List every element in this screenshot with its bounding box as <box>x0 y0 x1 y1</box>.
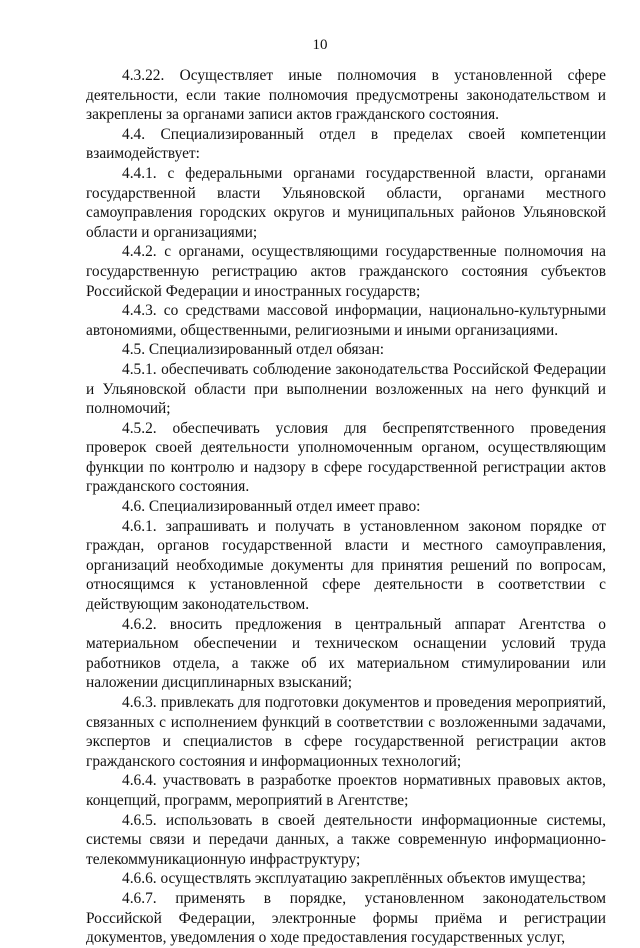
paragraph-4-6-1: 4.6.1. запрашивать и получать в установленном законом порядке от граждан, органов государственной власти и местного самоуправления, организаций необходимые документы для принятия решений по вопросам, относящимся к установленной сфере деятельности в соответствии с действующим законодательством. <box>86 517 606 614</box>
paragraph-4-6: 4.6. Специализированный отдел имеет право: <box>122 498 421 516</box>
paragraph-4-6-4: 4.6.4. участвовать в разработке проектов нормативных правовых актов, концепций, программ, мероприятий в Агентстве; <box>86 772 606 809</box>
paragraph-4-6-7: 4.6.7. применять в порядке, установленном законодательством Российской Федерации, электронные формы приёма и регистрации документов, уведомления о ходе предоставления государственных услуг, <box>86 889 606 947</box>
paragraph-4-5-1: 4.5.1. обеспечивать соблюдение законодательства Российской Федерации и Ульяновской области при выполнении возложенных на него функций и полномочий; <box>86 360 606 418</box>
page-number: 10 <box>312 37 328 53</box>
paragraph-4-4: 4.4. Специализированный отдел в пределах своей компетенции взаимодействует: <box>86 125 606 163</box>
paragraph-4-6-2: 4.6.2. вносить предложения в центральный аппарат Агентства о материальном обеспечении и техническом оснащении условий труда работников отдела, а также об их материальном стимулировании или наложении дисциплинарных взысканий; <box>86 615 606 692</box>
paragraph-4-4-2: 4.4.2. с органами, осуществляющими государственные полномочия на государственную регистрацию актов гражданского состояния субъектов Российской Федерации и иностранных государств; <box>86 243 606 300</box>
paragraph-4-5-2: 4.5.2. обеспечивать условия для беспрепятственного проведения проверок своей деятельности уполномоченным органом, осуществляющим функции по контролю и надзору в сфере государственной регистрации актов гражданского состояния. <box>86 419 606 496</box>
paragraph-4-4-3: 4.4.3. со средствами массовой информации, национально-культурными автономиями, общественными, религиозными и иными организациями. <box>86 302 606 339</box>
paragraph-4-6-5: 4.6.5. использовать в своей деятельности информационные системы, системы связи и передачи данных, а также современную информационно-телекоммуникационную инфраструктуру; <box>86 811 606 868</box>
paragraph-4-3-22: 4.3.22. Осуществляет иные полномочия в установленной сфере деятельности, если такие полномочия предусмотрены законодательством и закреплены за органами записи актов гражданского состояния. <box>86 67 606 124</box>
paragraph-4-4-1: 4.4.1. с федеральными органами государственной власти, органами государственной власти Ульяновской области, органами местного самоуправления городских округов и муниципальных районов Ульяновской области и организациями; <box>86 164 606 241</box>
paragraph-4-6-6: 4.6.6. осуществлять эксплуатацию закреплённых объектов имущества; <box>122 870 586 888</box>
paragraph-4-5: 4.5. Специализированный отдел обязан: <box>122 341 384 359</box>
paragraph-4-6-3: 4.6.3. привлекать для подготовки документов и проведения мероприятий, связанных с исполнением функций в соответствии с возложенными задачами, экспертов и специалистов в сфере государственной регистрации актов гражданского состояния и информационных технологий; <box>86 694 606 770</box>
document-body <box>86 66 606 948</box>
